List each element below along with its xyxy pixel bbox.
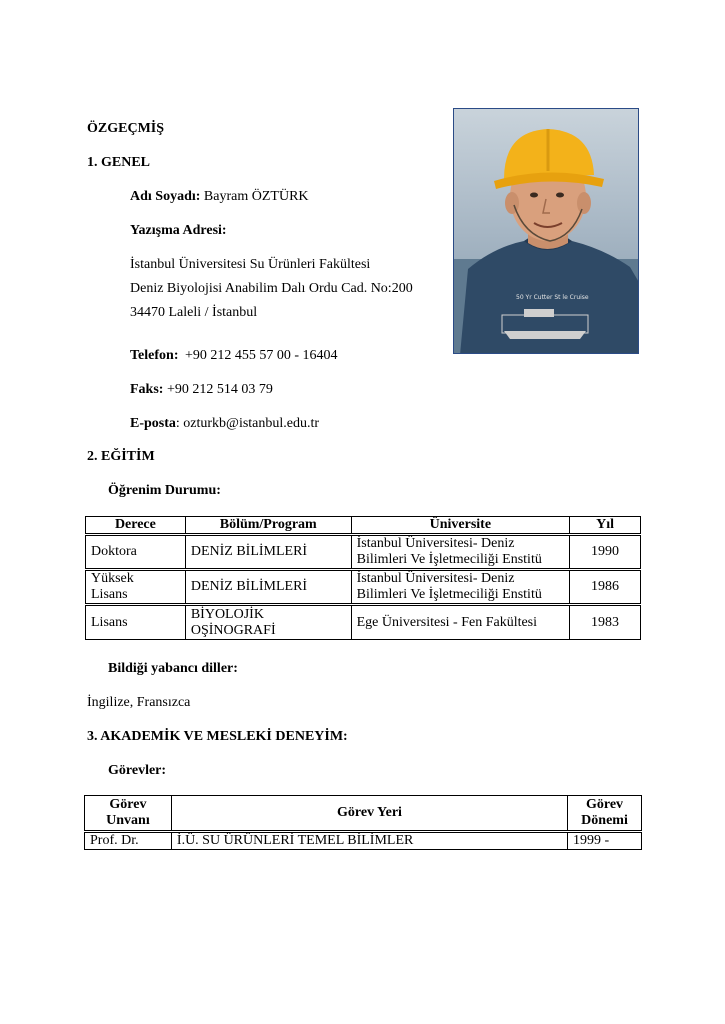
email-label: E-posta: [130, 416, 176, 431]
phone-value: +90 212 455 57 00 - 16404: [184, 348, 338, 363]
section-egitim-heading: 2. EĞİTİM: [87, 449, 155, 464]
yil-cell: 1990: [570, 535, 641, 570]
name-line: [130, 189, 309, 205]
address-label: Yazışma Adresi:: [130, 223, 227, 238]
languages-value: İngilize, Fransızca: [87, 695, 191, 710]
positions-table: [84, 795, 642, 850]
universite-line: İstanbul Üniversitesi- Deniz: [356, 536, 515, 551]
email-value[interactable]: : ozturkb@istanbul.edu.tr: [175, 416, 320, 431]
universite-cell: [351, 535, 569, 570]
universite-line: Bilimleri Ve İşletmeciliği Enstitü: [356, 552, 542, 567]
page-title: ÖZGEÇMİŞ: [87, 121, 165, 136]
donemi-cell: 1999 -: [568, 832, 642, 850]
header-line: Dönemi: [581, 813, 628, 828]
address-line-3: 34470 Laleli / İstanbul: [130, 305, 258, 320]
positions-subtitle: Görevler:: [108, 763, 167, 778]
name-value: Bayram ÖZTÜRK: [203, 189, 309, 204]
bolum-cell: [185, 605, 351, 640]
education-header-row: [86, 517, 641, 535]
fax-line: [130, 382, 273, 398]
phone-label: Telefon:: [130, 348, 179, 363]
fax-label: Faks:: [130, 382, 164, 397]
section-genel-heading: 1. GENEL: [87, 155, 151, 170]
shirt-text: 50 Yr Cutter St le Cruise: [516, 294, 589, 301]
derece-line: Yüksek: [91, 571, 134, 586]
table-row: [86, 570, 641, 605]
address-line-2: Deniz Biyolojisi Anabilim Dalı Ordu Cad. No:200: [130, 281, 413, 296]
bolum-line: OŞİNOGRAFİ: [190, 622, 276, 638]
header-line: Görev: [585, 797, 624, 812]
header-line: Unvanı: [106, 813, 150, 828]
yil-cell: 1986: [570, 570, 641, 605]
header-yeri: Görev Yeri: [171, 796, 567, 832]
universite-cell: [351, 570, 569, 605]
derece-cell: [86, 570, 186, 605]
languages-label: Bildiği yabancı diller:: [108, 661, 238, 676]
education-subtitle: Öğrenim Durumu:: [108, 483, 221, 498]
bolum-cell: DENİZ BİLİMLERİ: [185, 570, 351, 605]
header-universite: Üniversite: [351, 517, 569, 535]
positions-header-row: [85, 796, 642, 832]
unvan-cell: Prof. Dr.: [85, 832, 172, 850]
bolum-cell: DENİZ BİLİMLERİ: [185, 535, 351, 570]
yil-cell: 1983: [570, 605, 641, 640]
header-unvan: [85, 796, 172, 832]
header-derece: Derece: [86, 517, 186, 535]
universite-line: Bilimleri Ve İşletmeciliği Enstitü: [356, 587, 542, 602]
fax-value: +90 212 514 03 79: [166, 382, 273, 397]
yeri-cell: İ.Ü. SU ÜRÜNLERİ TEMEL BİLİMLER: [171, 832, 567, 850]
education-table: [85, 516, 641, 640]
derece-cell: Lisans: [86, 605, 186, 640]
derece-cell: Doktora: [86, 535, 186, 570]
profile-photo: [453, 108, 639, 354]
universite-cell: Ege Üniversitesi - Fen Fakültesi: [351, 605, 569, 640]
universite-line: İstanbul Üniversitesi- Deniz: [356, 571, 515, 586]
bolum-line: BİYOLOJİK: [190, 606, 264, 622]
name-label: Adı Soyadı:: [130, 189, 201, 204]
email-line: [130, 416, 319, 432]
table-row: [85, 832, 642, 850]
header-yil: Yıl: [570, 517, 641, 535]
table-row: [86, 605, 641, 640]
table-row: [86, 535, 641, 570]
header-bolum: Bölüm/Program: [185, 517, 351, 535]
address-line-1: İstanbul Üniversitesi Su Ürünleri Fakültesi: [130, 257, 371, 272]
section-deneyim-heading: 3. AKADEMİK VE MESLEKİ DENEYİM:: [87, 729, 348, 744]
phone-line: [130, 348, 338, 364]
header-line: Görev: [109, 797, 147, 812]
derece-line: Lisans: [91, 587, 128, 602]
header-donemi: [568, 796, 642, 832]
